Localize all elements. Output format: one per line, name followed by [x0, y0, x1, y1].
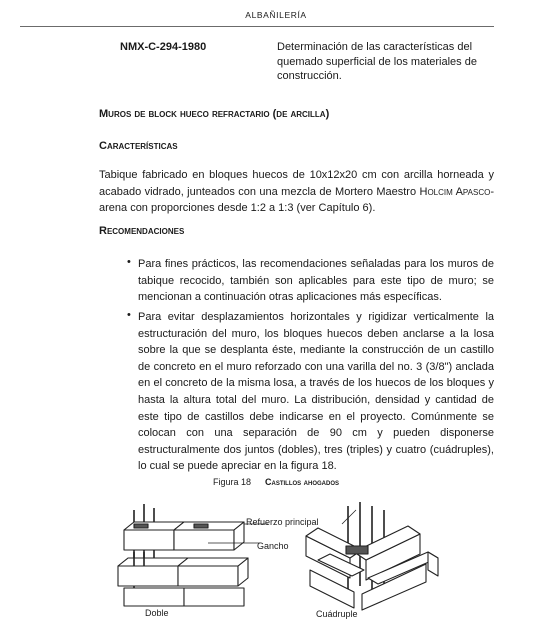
- bullet-item-2: Para evitar desplazamientos horizontales y rigidizar verticalmente la estructuración del muro, los bloques huecos deben anclarse a la losa sobre la que se desplanta éste, mediante la construcción de un castillo de concreto en el muro reforzado con una varilla del no. 3 (3/8") anclada en el concreto de la misma losa, a través de los huecos de los bloques y hasta la altura total del muro. La distribución, densidad y cantidad de este tipo de castillos debe indicarse en el proyecto. Comúnmente se colocan con una separación de 90 cm y pueden disponerse estructuralmente dos juntos (dobles), tres (triples) y cuatro (cuádruples), lo cual se puede apreciar en la figura 18.: [138, 311, 494, 473]
- recomendaciones-heading: Recomendaciones: [99, 225, 185, 237]
- brand-name: Holcim Apasco: [419, 185, 491, 198]
- caracteristicas-text-2: -arena con proporciones desde 1:2 a 1:3 (ver Capítulo 6).: [99, 185, 495, 215]
- cuadruple-label: Cuádruple: [316, 609, 358, 619]
- caracteristicas-heading: Características: [99, 140, 178, 152]
- bullet-item-1: Para fines prácticos, las recomendaciones señaladas para los muros de tabique recocido, también son aplicables para este tipo de muro; se mencionan a continuación otras aplicaciones más específicas.: [138, 258, 494, 304]
- section-title: Muros de block hueco refractario (de arcilla): [99, 108, 330, 120]
- figure-label: Figura 18: [212, 477, 251, 487]
- doble-label: Doble: [145, 608, 169, 618]
- header-rule: [20, 26, 494, 27]
- standard-code: NMX-C-294-1980: [120, 41, 207, 53]
- cuadruple-drawing: [306, 502, 438, 610]
- doble-drawing: [118, 504, 248, 606]
- figure-caption: [0, 477, 552, 487]
- bullet-icon: •: [127, 256, 131, 268]
- figure-title: Castillos ahogados: [265, 477, 340, 487]
- gancho-label: Gancho: [257, 541, 289, 551]
- running-header: ALBAÑILERÍA: [245, 10, 307, 20]
- caracteristicas-paragraph: [99, 167, 494, 217]
- refuerzo-label: Refuerzo principal: [246, 517, 319, 527]
- standard-description: Determinación de las características del quemado superficial de los materiales de construcción.: [277, 41, 477, 82]
- bullet-icon: •: [127, 309, 131, 321]
- caracteristicas-text-1: Tabique fabricado en bloques huecos de 10x12x20 cm con arcilla horneada y acabado vidrado, junteados con una mezcla de Mortero Maestro: [99, 169, 494, 198]
